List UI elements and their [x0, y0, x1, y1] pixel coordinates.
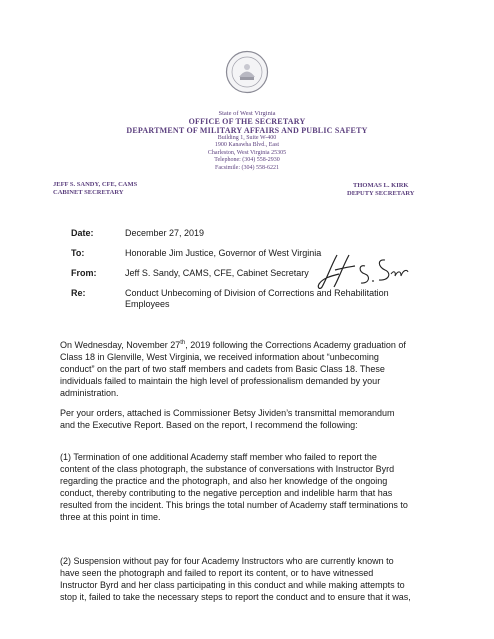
right-official-title: DEPUTY SECRETARY — [347, 189, 415, 197]
paragraph-2: Per your orders, attached is Commissioner Betsy Jividen’s transmittal memorandum and the Executive Report. Based on the report, I recommend the following: — [60, 408, 395, 430]
letterhead-office: OFFICE OF THE SECRETARY — [188, 117, 306, 126]
memo-to-label: To: — [71, 248, 85, 258]
right-official — [347, 182, 415, 198]
letterhead-state: State of West Virginia — [218, 110, 276, 117]
paragraph-1: On Wednesday, November 27th, 2019 following the Corrections Academy graduation of Class 18 in Glenville, West Virginia, we received information about “unbecoming conduct” on the part of two staff members and cadets from Basic Class 18. These individuals failed to maintain the high level of professionalism demanded by your administration. — [60, 340, 406, 398]
left-official-name: JEFF S. SANDY, CFE, CAMS — [53, 181, 138, 188]
paragraph-4: (2) Suspension without pay for four Academy Instructors who are currently known to have seen the photograph and failed to report its content, or to have witnessed Instructor Byrd and her class participating in this conduct and while making attempts to stop it, failed to take the necessary steps to report the conduct and to ensure that it was, — [60, 556, 411, 602]
memo-re-value: Conduct Unbecoming of Division of Corrections and Rehabilitation Employees — [125, 288, 389, 309]
letterhead-address: Building 1, Suite W-400 1900 Kanawha Blvd., East Charleston, West Virginia 25305 Telephone: (304) 558-2930 Facsimile: (304) 558-6221 — [207, 135, 287, 171]
paragraph-3: (1) Termination of one additional Academy staff member who failed to report the content of the class photograph, the substance of conversations with Instructor Byrd regarding the practice and the photograph, and also her knowledge of the ongoing conduct, thereby contributing to the negative perception and indelible harm that has resulted from the incident. This brings the total number of Academy staff terminations to three at this point in time. — [60, 452, 408, 522]
state-seal-icon — [225, 50, 269, 94]
right-official-name: THOMAS L. KIRK — [353, 182, 409, 189]
memo-from-value: Jeff S. Sandy, CAMS, CFE, Cabinet Secretary — [125, 268, 309, 278]
memo-date-label: Date: — [71, 228, 94, 238]
memo-to-value: Honorable Jim Justice, Governor of West Virginia — [125, 248, 322, 258]
memo-re-label: Re: — [71, 288, 86, 298]
letterhead-department: DEPARTMENT OF MILITARY AFFAIRS AND PUBLIC SAFETY — [126, 126, 368, 135]
handwritten-signature — [315, 252, 410, 290]
memo-date-value: December 27, 2019 — [125, 228, 205, 238]
memo-from-label: From: — [71, 268, 97, 278]
left-official — [53, 181, 137, 197]
left-official-title: CABINET SECRETARY — [53, 188, 124, 196]
